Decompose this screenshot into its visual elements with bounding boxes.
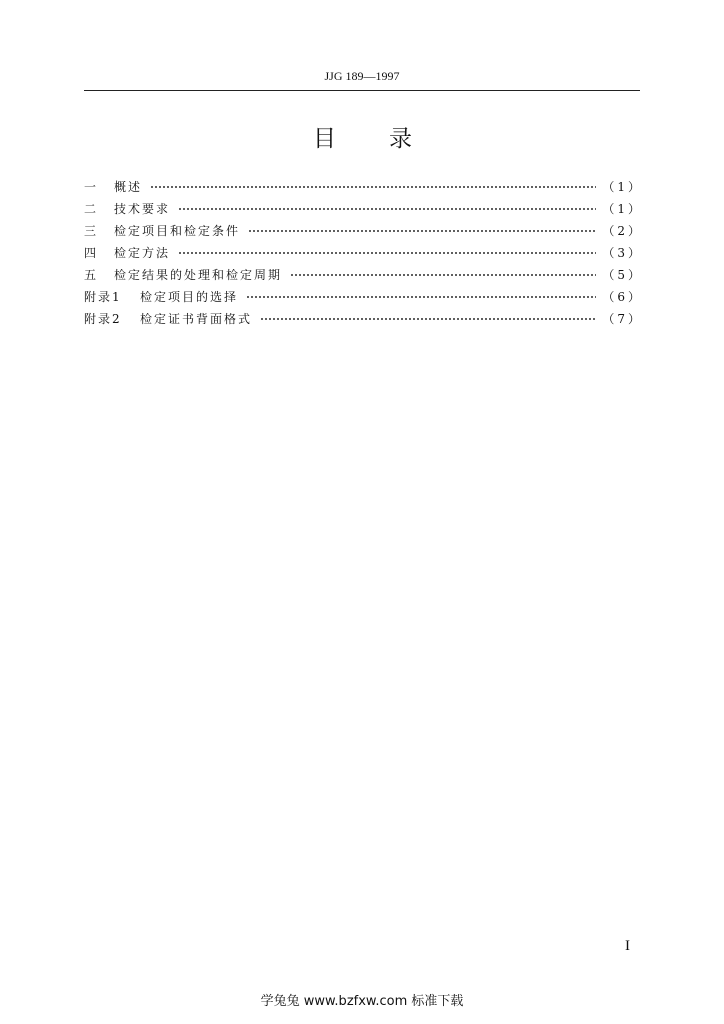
- toc-entry-page: （6）: [602, 290, 643, 304]
- footer-watermark-text: 学兔兔 www.bzfxw.com 标准下载: [260, 994, 464, 1009]
- toc-entry-appendix-2[interactable]: [84, 308, 643, 330]
- page-title-char-2: 录: [389, 126, 412, 152]
- toc-dot-leader: [150, 186, 596, 188]
- toc-dot-leader: [178, 208, 596, 210]
- toc-entry-page: （5）: [602, 268, 643, 282]
- toc-dot-leader: [260, 318, 596, 320]
- table-of-contents: [84, 176, 643, 330]
- toc-dot-leader: [248, 230, 596, 232]
- toc-entry-page: （1）: [602, 180, 643, 194]
- toc-entry-page: （1）: [602, 202, 643, 216]
- toc-entry-number: 二: [84, 202, 99, 216]
- toc-dot-leader: [178, 252, 596, 254]
- toc-entry-result-handling[interactable]: [84, 264, 643, 286]
- toc-entry-label[interactable]: 检定证书背面格式: [140, 312, 253, 326]
- toc-entry-number: 四: [84, 246, 99, 260]
- document-code-header: JJG 189—1997: [324, 69, 400, 83]
- toc-entry-technical-requirements[interactable]: [84, 198, 643, 220]
- toc-entry-number: 五: [84, 268, 99, 282]
- toc-entry-label[interactable]: 概述: [114, 180, 143, 194]
- toc-entry-verification-methods[interactable]: [84, 242, 643, 264]
- toc-entry-label[interactable]: 检定方法: [114, 246, 171, 260]
- page-title: [84, 124, 640, 154]
- header-rule: [84, 90, 640, 91]
- toc-dot-leader: [246, 296, 596, 298]
- toc-entry-overview[interactable]: [84, 176, 643, 198]
- toc-dot-leader: [290, 274, 596, 276]
- toc-entry-label[interactable]: 检定项目和检定条件: [114, 224, 241, 238]
- toc-entry-label[interactable]: 检定结果的处理和检定周期: [114, 268, 283, 282]
- toc-entry-page: （7）: [602, 312, 643, 326]
- toc-entry-page: （3）: [602, 246, 643, 260]
- toc-entry-number: 附录1: [84, 290, 122, 304]
- toc-entry-number: 附录2: [84, 312, 122, 326]
- toc-entry-page: （2）: [602, 224, 643, 238]
- toc-entry-appendix-1[interactable]: [84, 286, 643, 308]
- toc-entry-number: 三: [84, 224, 99, 238]
- toc-entry-label[interactable]: 技术要求: [114, 202, 171, 216]
- toc-entry-verification-items[interactable]: [84, 220, 643, 242]
- toc-entry-label[interactable]: 检定项目的选择: [140, 290, 239, 304]
- page-title-char-1: 目: [313, 126, 336, 152]
- page-number: I: [625, 938, 630, 954]
- toc-entry-number: 一: [84, 180, 99, 194]
